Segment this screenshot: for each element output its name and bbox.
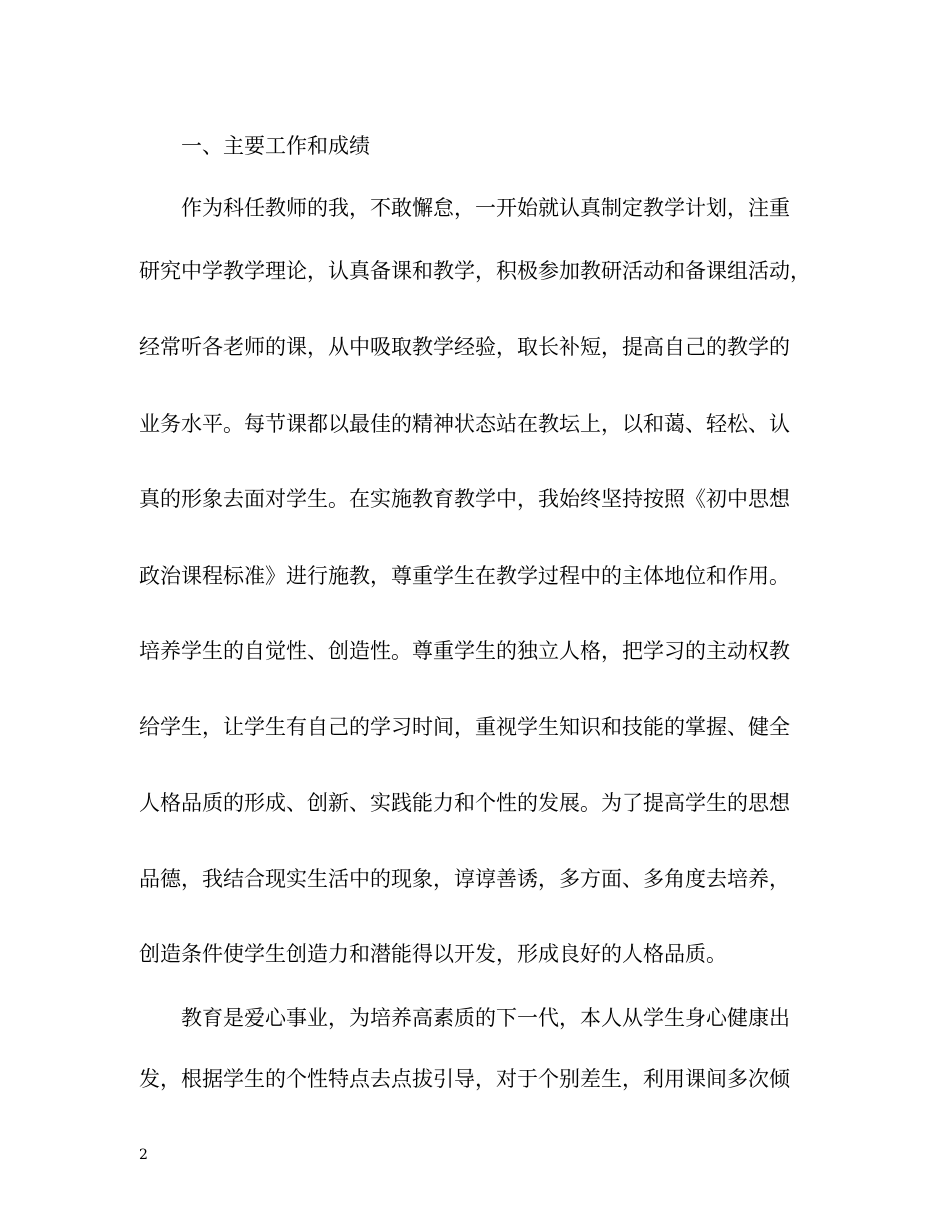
paragraph-line: 研究中学教学理论，认真备课和教学，积极参加教研活动和备课组活动， <box>139 259 811 283</box>
paragraph-line: 品德，我结合现实生活中的现象，谆谆善诱，多方面、多角度去培养， <box>139 867 790 891</box>
page-number: 2 <box>139 1147 148 1163</box>
paragraph-line: 真的形象去面对学生。在实施教育教学中，我始终坚持按照《初中思想 <box>139 487 790 511</box>
paragraph-line: 经常听各老师的课，从中吸取教学经验，取长补短，提高自己的教学的 <box>139 335 790 359</box>
paragraph-line: 创造条件使学生创造力和潜能得以开发，形成良好的人格品质。 <box>139 942 727 966</box>
paragraph-line: 培养学生的自觉性、创造性。尊重学生的独立人格，把学习的主动权教 <box>139 639 790 663</box>
section-heading: 一、主要工作和成绩 <box>181 134 370 158</box>
paragraph-line: 教育是爱心事业，为培养高素质的下一代，本人从学生身心健康出 <box>181 1006 790 1030</box>
paragraph-line: 人格品质的形成、创新、实践能力和个性的发展。为了提高学生的思想 <box>139 791 790 815</box>
paragraph-line: 发，根据学生的个性特点去点拔引导，对于个别差生，利用课间多次倾 <box>139 1067 790 1091</box>
paragraph-line: 给学生，让学生有自己的学习时间，重视学生知识和技能的掌握、健全 <box>139 715 790 739</box>
paragraph-line: 业务水平。每节课都以最佳的精神状态站在教坛上，以和蔼、轻松、认 <box>139 412 790 436</box>
paragraph-line: 政治课程标准》进行施教，尊重学生在教学过程中的主体地位和作用。 <box>139 564 790 588</box>
paragraph-line: 作为科任教师的我，不敢懈怠，一开始就认真制定教学计划，注重 <box>181 196 790 220</box>
